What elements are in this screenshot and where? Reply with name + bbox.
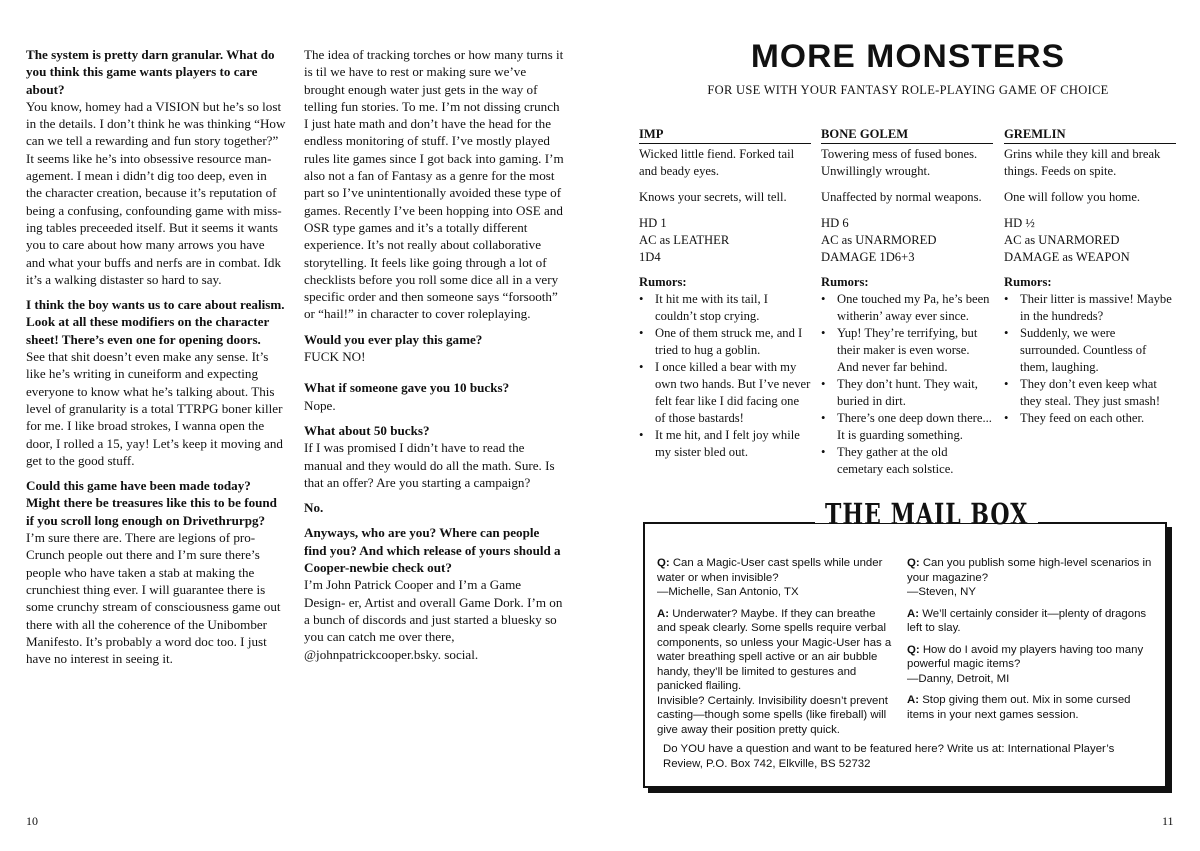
rumor-item: • One of them struck me, and I tried to hug a goblin. [655,325,811,359]
q-label: Q: [907,643,920,656]
question: The system is pretty darn granular. What do you think this game wants players to care about? [26,47,275,97]
rumors-list [639,291,811,461]
monster-description: Wicked little fiend. Forked tail and beady eyes. [639,147,795,178]
rumor-item: • Suddenly, we were surrounded. Countless of them, laughing. [1020,325,1176,376]
a-label: A: [657,607,670,620]
answer-text-2: Invisible? Certainly. Invisibility doesn’t prevent casting—though some spells (like fireball) will give away their position pretty quick. [657,694,888,736]
qa-block [304,331,564,366]
rumors-list [821,291,993,478]
mailbox-panel [643,498,1167,788]
mailbox-title-text: THE MAIL BOX [825,498,1029,532]
rumors-heading: Rumors: [639,275,687,289]
answer-text: Stop giving them out. Mix in some cursed items in your next games session. [907,694,1131,721]
rumor-item: • They don’t even keep what they steal. They just smash! [1020,376,1176,410]
mail-question [907,643,1157,687]
qa-block [304,46,564,323]
mail-answer [907,607,1157,636]
monster-stats [639,215,811,266]
question-author: —Michelle, San Antonio, TX [657,586,799,598]
rumor-item: • They don’t hunt. They wait, buried in dirt. [837,376,993,410]
monster-trait: Knows your secrets, will tell. [639,190,787,204]
mailbox-left-column [657,556,897,744]
monster-damage: DAMAGE as WEAPON [1004,250,1130,264]
qa-block [304,379,564,414]
answer: See that shit doesn’t even make any sense. It’s like he’s writing in cuneiform and expecting everyone to know what he’s talking about. This level of granularity is a total TTRPG boner killer for me. I like broad strokes, I wanna open the door, I rolled a 15, yay! Let’s keep it moving and get to the good stuff. [26,349,283,468]
answer: The idea of tracking torches or how many turns it is til we have to rest or making sure we’ve brought enough water just gets in the way of telling fun stories. To me. I’m not dissing crunch I just hate math and don’t have the head for the endless monitoring of stuff. I’ve mostly played rules lite games since I got back into gaming. I’m also not a fan of Fantasy as a genre for the most part so I’ve unintentionally avoided these type of games. Recently I’ve been hopping into OSE and OSR type games and it’s a totally different experience. It’s not really about collaborative storytelling. It feels like going through a lot of checklists before you roll some dice all in a very specific order and then someone says “forsooth” or “hail!” in character to cover roleplaying. [304,47,564,322]
monster-bone-golem [821,126,993,478]
monster-imp [639,126,811,461]
q-label: Q: [907,557,920,569]
mailbox-footer: Do YOU have a question and want to be featured here? Write us at: International Player’s Review, P.O. Box 742, Elkville, BS 52732 [663,743,1115,770]
left-page-column-1 [26,46,286,675]
monster-trait: Unaffected by normal weapons. [821,190,982,204]
monster-name: IMP [639,126,811,144]
rumor-item: • Their litter is massive! Maybe in the hundreds? [1020,291,1176,325]
monster-hd: HD 6 [821,216,849,230]
question-author: —Danny, Detroit, MI [907,672,1010,685]
rumor-item: • It hit me with its tail, I couldn’t stop crying. [655,291,811,325]
mailbox-right-column [907,556,1157,729]
monster-hd: HD 1 [639,216,667,230]
question-text: How do I avoid my players having too many powerful magic items? [907,643,1144,670]
monster-ac: AC as UNARMORED [821,233,937,247]
left-page-column-2 [304,46,564,671]
question: Could this game have been made today? Might there be treasures like this to be found if you scroll long enough on Drivethrurpg? [26,478,277,528]
mail-question [907,556,1157,600]
page-title: MORE MONSTERS [750,38,1066,74]
monster-ac: AC as UNARMORED [1004,233,1120,247]
question: No. [304,500,324,516]
qa-block [304,524,564,662]
answer: FUCK NO! [304,349,366,365]
page-number-left: 10 [26,814,38,828]
answer-text: Underwater? Maybe. If they can breathe and speak clearly. Some spells require verbal components, so unless your Magic-User has a water breathing spell active or an air bubble handy, they’ll be limited to gestures and panicked flailing. [657,607,892,692]
monster-description: Grins while they kill and break things. Feeds on spite. [1004,147,1161,178]
question-text: Can you publish some high-level scenarios in your magazine? [907,557,1152,584]
monster-trait: One will follow you home. [1004,190,1141,204]
rumor-item: • Yup! They’re terrifying, but their maker is even worse. And never far behind. [837,325,993,376]
qa-block [304,422,564,491]
page-number-right: 11 [1162,814,1174,828]
question: I think the boy wants us to care about realism. Look at all these modifiers on the character sheet! There’s even one for opening doors. [26,297,285,347]
qa-block [304,499,564,516]
rumor-item: • It me hit, and I felt joy while my sister bled out. [655,427,811,461]
monster-damage: DAMAGE 1D6+3 [821,250,915,264]
monster-description: Towering mess of fused bones. Unwillingly wrought. [821,147,978,178]
question: What about 50 bucks? [304,422,430,438]
question: Anyways, who are you? Where can people find you? And which release of yours should a Cooper-newbie check out? [304,525,561,576]
answer: I’m sure there are. There are legions of pro- Crunch people out there and I’m sure there’s people who have taken a stab at making the crunchiest thing ever. I will guarantee there is some crunchy stream of consciousness game out there with all the coherence of the Unibomber Manifesto. It’s probably a word doc too. I just have no interest in seeing it. [26,530,281,667]
rumors-list [1004,291,1176,427]
rumor-item: • I once killed a bear with my own two hands. But I’ve never felt fear like I did facing one of those bastards! [655,359,811,427]
answer: If I was promised I didn’t have to read the manual and they would do all the math. Sure. Is that an offer? Are you starting a campaign? [304,440,555,490]
rumor-item: • One touched my Pa, he’s been witherin’ away ever since. [837,291,993,325]
answer: Nope. [304,397,336,413]
rumor-item: • They gather at the old cemetary each solstice. [837,444,993,478]
mail-answer [657,607,897,738]
qa-block [26,46,286,288]
mailbox-title [815,498,1038,532]
monster-hd: HD ½ [1004,216,1035,230]
rumors-heading: Rumors: [821,275,869,289]
q-label: Q: [657,557,670,569]
monster-gremlin [1004,126,1176,427]
monster-name: BONE GOLEM [821,126,993,144]
answer: You know, homey had a VISION but he’s so lost in the details. I don’t think he was thinking “How can we tell a rewarding and fun story together?” It seems like he’s into obsessive resource man- agement. I mean i didn’t dig too deep, even in the character creation, because it’s reputation of being a confusing, confounding game with miss- ing tables preceeded itself. But it seems it wants you to care about how many arrows you have and what your buffs and nerfs are in combat. Idk it’s a walking distaster so hard to say. [26,98,286,287]
qa-block [26,477,286,667]
answer: I’m John Patrick Cooper and I’m a Game Design- er, Artist and overall Game Dork. I’m on a bunch of discords and just started a bluesky so you can catch me over there, @johnpatrickcooper.bsky. social. [304,577,563,662]
monster-stats [1004,215,1176,266]
answer-text: We’ll certainly consider it—plenty of dragons left to slay. [907,607,1147,634]
mail-question [657,556,897,600]
question: Would you ever play this game? [304,331,483,347]
a-label: A: [907,694,920,706]
rumors-heading: Rumors: [1004,275,1052,289]
monster-name: GREMLIN [1004,126,1176,144]
monster-stats [821,215,993,266]
page-subtitle: FOR USE WITH YOUR FANTASY ROLE-PLAYING GAME OF CHOICE [707,83,1109,97]
monster-ac: AC as LEATHER [639,233,730,247]
mail-answer [907,693,1157,722]
rumor-item: • There’s one deep down there... It is guarding something. [837,410,993,444]
rumor-item: • They feed on each other. [1020,410,1176,427]
question-author: —Steven, NY [907,586,977,598]
qa-block [26,296,286,469]
a-label: A: [907,607,920,620]
monster-damage: 1D4 [639,250,661,264]
question-text: Can a Magic-User cast spells while under water or when invisible? [657,557,883,584]
question: What if someone gave you 10 bucks? [304,380,510,396]
